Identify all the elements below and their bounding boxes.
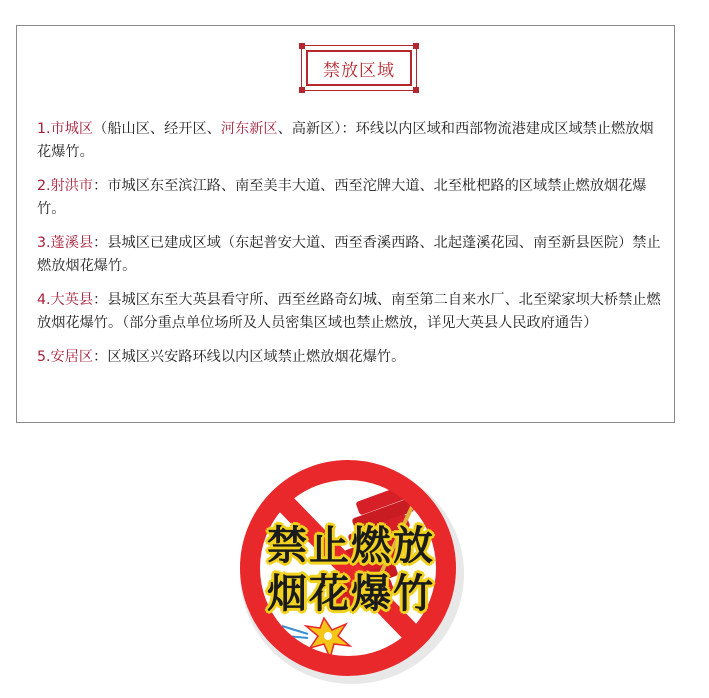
- paren-open: （: [93, 121, 108, 137]
- item-number: 4.: [37, 292, 51, 308]
- corner-ornament: [299, 87, 305, 93]
- no-fireworks-sign: [228, 450, 472, 690]
- zone-description: ：县城区东至大英县看守所、西至丝路奇幻城、南至第二自来水厂、北至梁家坝大桥禁止燃放烟花爆竹。（部分重点单位场所及人员密集区域也禁止燃放，详见大英县人民政府通告）: [37, 292, 661, 331]
- item-number: 5.: [37, 349, 51, 365]
- sub-districts-rest: 、高新区）: [277, 121, 342, 137]
- ban-slogan: [258, 522, 444, 618]
- zone-description: ：区城区兴安路环线以内区域禁止燃放烟花爆竹。: [93, 349, 406, 365]
- zone-item-3: [37, 232, 661, 278]
- zone-description: ：市城区东至滨江路、南至美丰大道、西至沱牌大道、北至枇杷路的区域禁止燃放烟花爆竹。: [37, 178, 647, 217]
- corner-ornament: [413, 43, 419, 49]
- corner-ornament: [299, 43, 305, 49]
- zone-list: [37, 118, 661, 380]
- section-title-frame: [301, 45, 417, 91]
- notice-box: [16, 25, 675, 423]
- section-title: 禁放区域: [306, 50, 412, 86]
- zone-description: ：县城区已建成区域（东起普安大道、西至香溪西路、北起蓬溪花园、南至新县医院）禁止燃放烟花爆竹。: [37, 235, 661, 274]
- ban-slogan-line1: 禁止燃放: [267, 523, 435, 569]
- zone-item-5: [37, 346, 661, 369]
- corner-ornament: [413, 87, 419, 93]
- zone-name: 蓬溪县: [50, 235, 94, 251]
- zone-item-1: [37, 118, 661, 164]
- zone-name: 安居区: [50, 349, 94, 365]
- zone-description: ：环线以内区域和西部物流港建成区域禁止燃放烟花爆竹。: [37, 121, 654, 160]
- zone-name: 射洪市: [50, 178, 94, 194]
- zone-item-4: [37, 289, 661, 335]
- zone-item-2: [37, 175, 661, 221]
- zone-name: 大英县: [50, 292, 94, 308]
- item-number: 1.: [37, 121, 51, 137]
- highlighted-district: 河东新区: [220, 121, 278, 137]
- item-number: 2.: [37, 178, 51, 194]
- item-number: 3.: [37, 235, 51, 251]
- zone-name: 市城区: [50, 121, 94, 137]
- ban-slogan-line2: 烟花爆竹: [267, 571, 435, 617]
- sub-districts: 船山区、经开区、: [107, 121, 221, 137]
